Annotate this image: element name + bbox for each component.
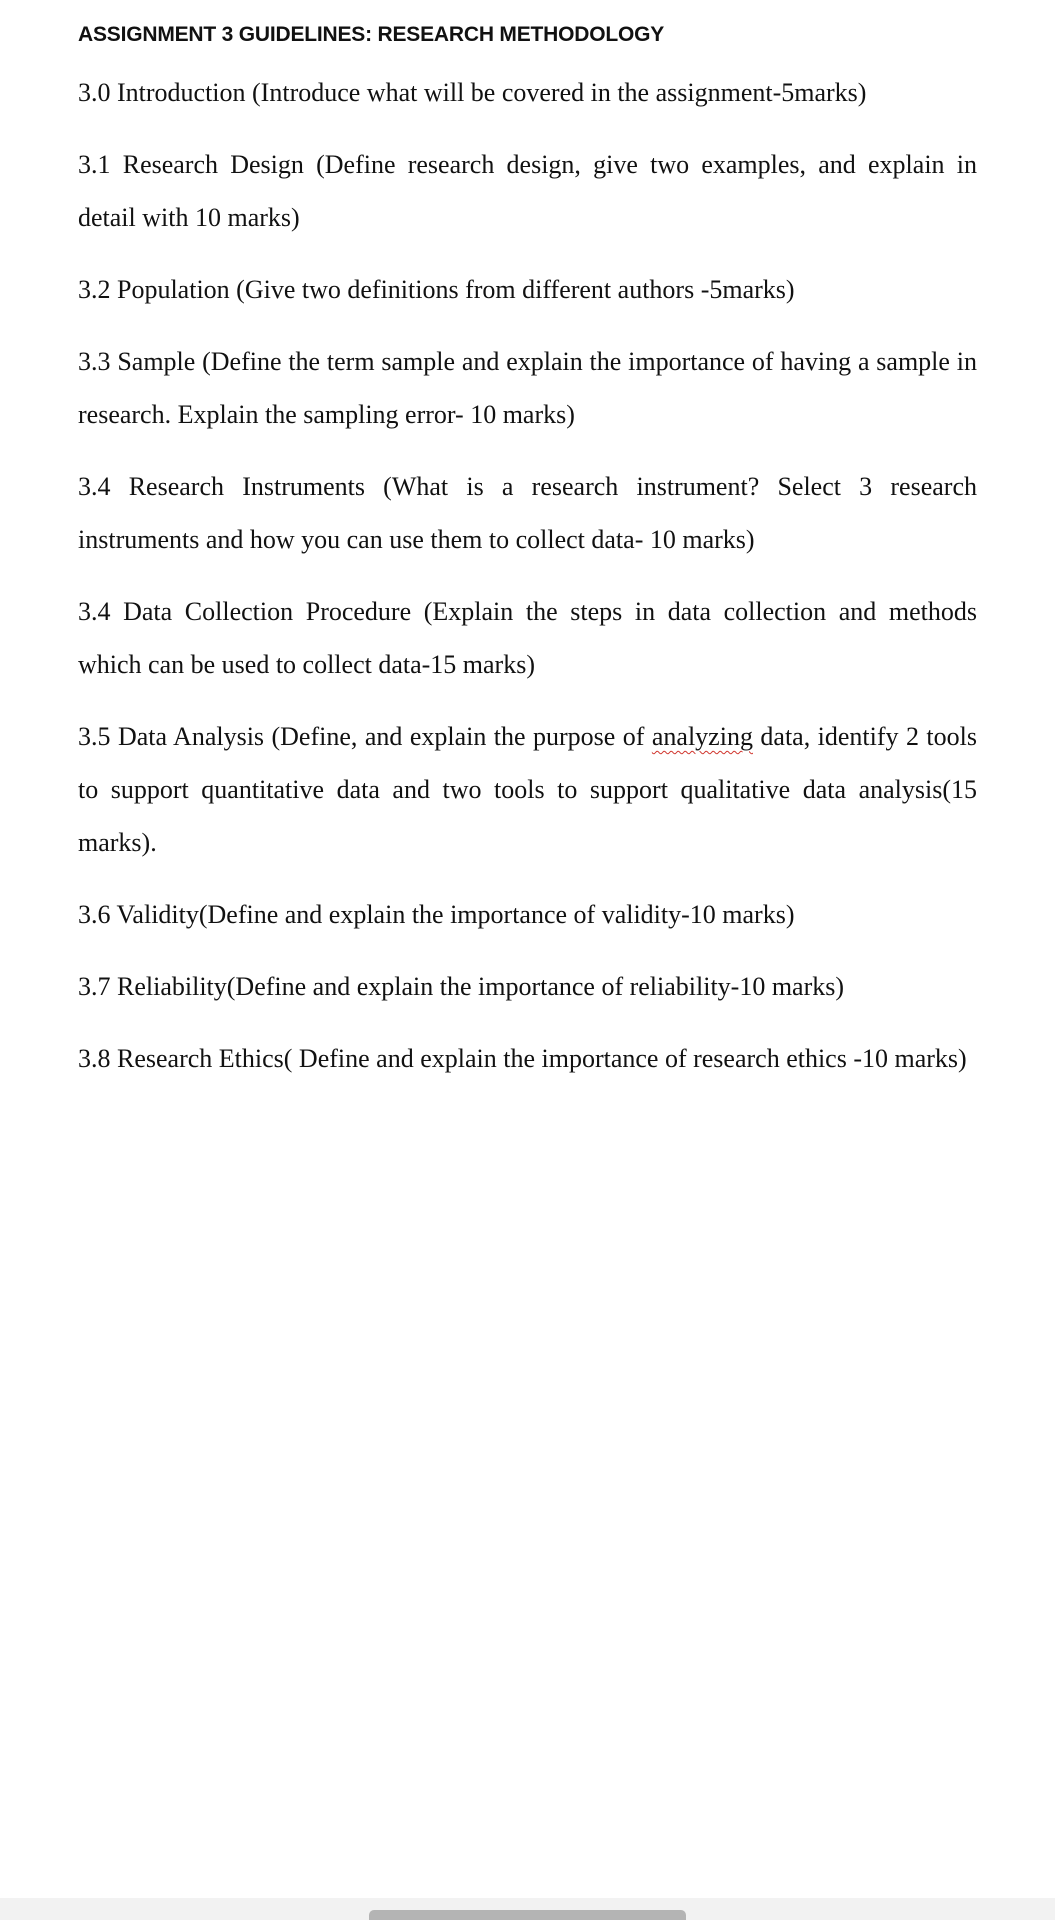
horizontal-scrollbar-track[interactable] <box>0 1898 1055 1920</box>
document-page <box>78 22 977 1104</box>
horizontal-scrollbar-thumb[interactable] <box>369 1910 686 1920</box>
section-data-analysis-text-start: 3.5 Data Analysis (Define, and explain the purpose of <box>78 722 652 751</box>
section-data-analysis-text-end: data, identify 2 tools to support quantitative data and two tools to support qualitative data analysis(15 marks). <box>78 722 977 857</box>
section-data-analysis <box>78 710 977 869</box>
section-sample: 3.3 Sample (Define the term sample and explain the importance of having a sample in research. Explain the sampling error- 10 marks) <box>78 347 977 429</box>
section-data-collection-procedure: 3.4 Data Collection Procedure (Explain the steps in data collection and methods which can be used to collect data-15 marks) <box>78 597 977 679</box>
section-research-ethics: 3.8 Research Ethics( Define and explain the importance of research ethics -10 marks) <box>78 1044 967 1073</box>
section-research-instruments: 3.4 Research Instruments (What is a research instrument? Select 3 research instruments and how you can use them to collect data- 10 marks) <box>78 472 977 554</box>
section-research-design: 3.1 Research Design (Define research design, give two examples, and explain in detail with 10 marks) <box>78 150 977 232</box>
spelling-flagged-word[interactable]: analyzing <box>651 722 753 751</box>
section-validity: 3.6 Validity(Define and explain the importance of validity-10 marks) <box>78 900 795 929</box>
section-population: 3.2 Population (Give two definitions from different authors -5marks) <box>78 275 795 304</box>
document-title: ASSIGNMENT 3 GUIDELINES: RESEARCH METHODOLOGY <box>78 23 665 46</box>
section-reliability: 3.7 Reliability(Define and explain the importance of reliability-10 marks) <box>78 972 845 1001</box>
section-introduction: 3.0 Introduction (Introduce what will be covered in the assignment-5marks) <box>78 78 867 107</box>
